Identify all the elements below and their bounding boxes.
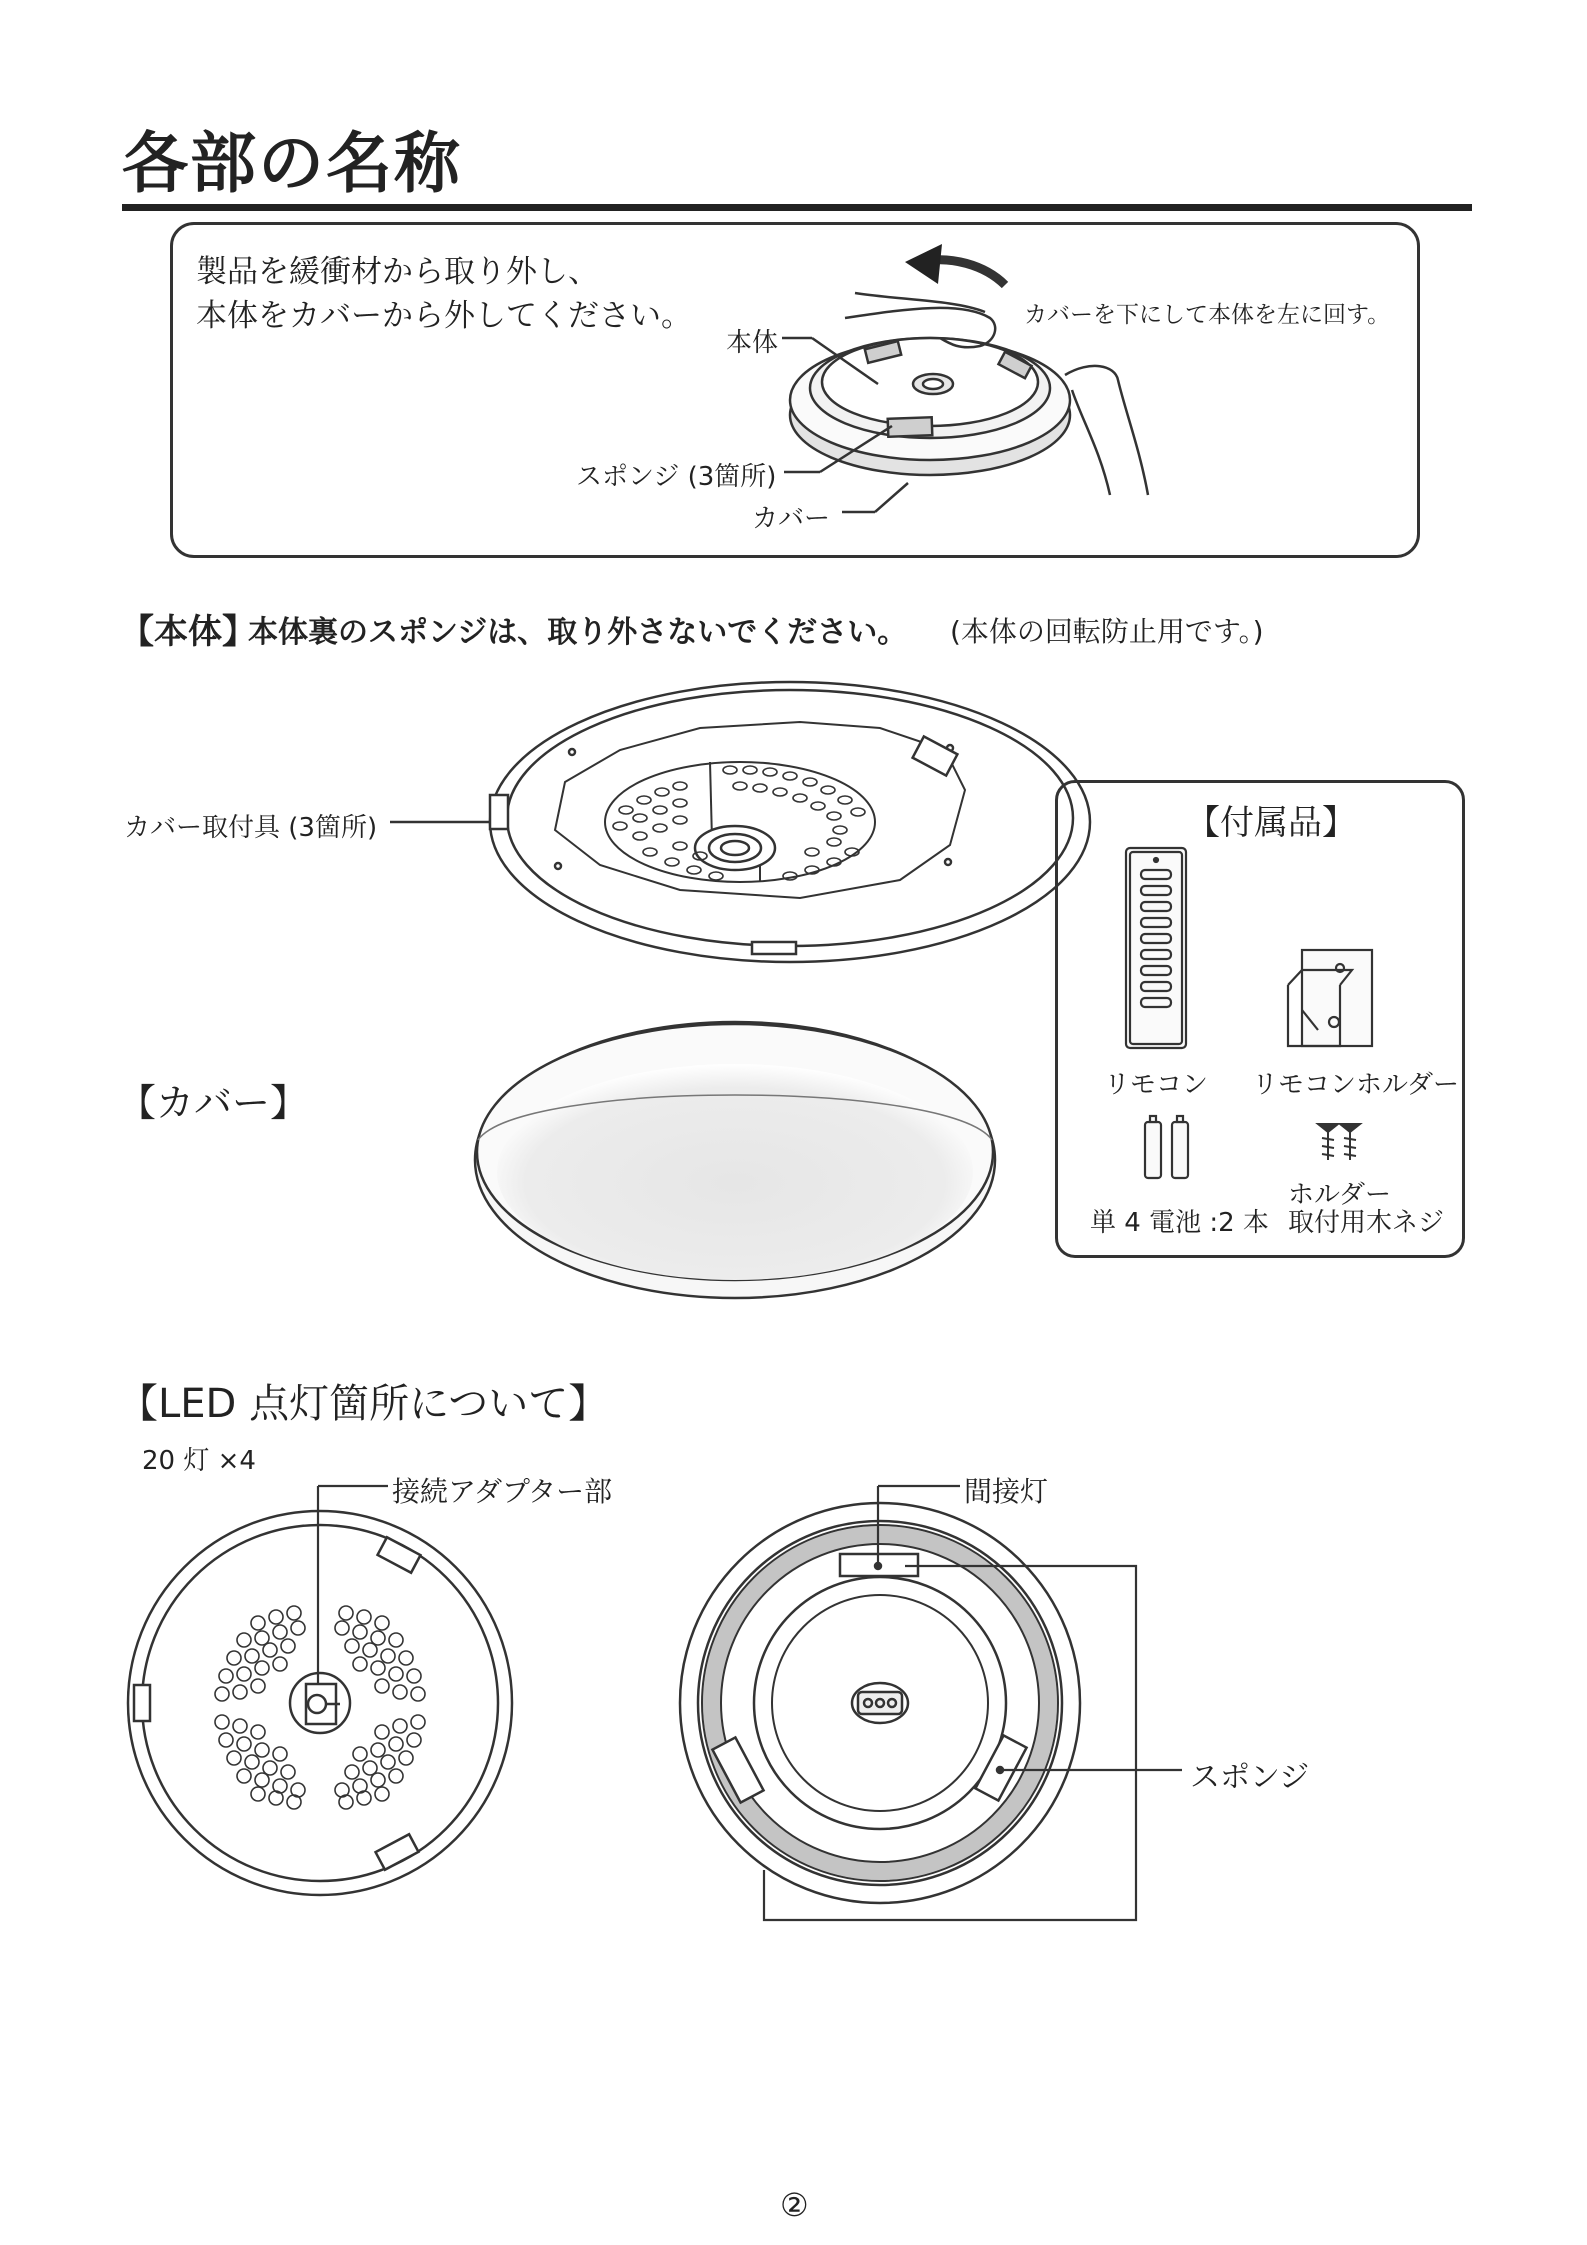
instruction-line-1: 製品を緩衝材から取り外し、 [196, 254, 599, 290]
label-sponge-3: スポンジ (3箇所) [576, 462, 777, 492]
cover-illustration [475, 1022, 995, 1298]
removal-illustration [782, 244, 1148, 512]
rotate-note: カバーを下にして本体を左に回す。 [1024, 302, 1391, 328]
label-adapter: 接続アダプター部 [392, 1475, 613, 1508]
accessory-label-screws-1: ホルダー [1288, 1180, 1391, 1210]
page-title: 各部の名称 [122, 125, 462, 202]
led-body-top-view [128, 1486, 512, 1895]
led-cover-top-view [680, 1486, 1182, 1920]
label-sponge-led: スポンジ [1190, 1760, 1310, 1795]
accessories-box [1055, 780, 1465, 1258]
label-indirect-light: 間接灯 [964, 1475, 1049, 1508]
instruction-line-2: 本体をカバーから外してください。 [196, 298, 692, 334]
accessories-heading: 【付属品】 [1186, 803, 1356, 843]
accessory-label-remote: リモコン [1104, 1070, 1209, 1100]
body-back-illustration [390, 682, 1090, 962]
label-cover: カバー [752, 504, 831, 534]
page-number: ② [780, 2186, 809, 2224]
led-count: 20 灯 ×4 [142, 1446, 256, 1476]
body-sponge-warning: 本体裏のスポンジは、取り外さないでください。 [248, 615, 908, 650]
accessory-label-remote-holder: リモコンホルダー [1252, 1070, 1459, 1100]
label-cover-mount: カバー取付具 (3箇所) [124, 813, 378, 843]
accessory-label-batteries: 単 4 電池 :2 本 [1090, 1208, 1269, 1238]
led-heading: 【LED 点灯箇所について】 [118, 1381, 609, 1427]
body-heading: 【本体】 [120, 612, 256, 652]
label-body: 本体 [726, 328, 779, 358]
body-sponge-note: (本体の回転防止用です。) [950, 615, 1264, 648]
accessory-label-screws-2: 取付用木ネジ [1288, 1208, 1445, 1238]
cover-heading: 【カバー】 [118, 1081, 309, 1125]
